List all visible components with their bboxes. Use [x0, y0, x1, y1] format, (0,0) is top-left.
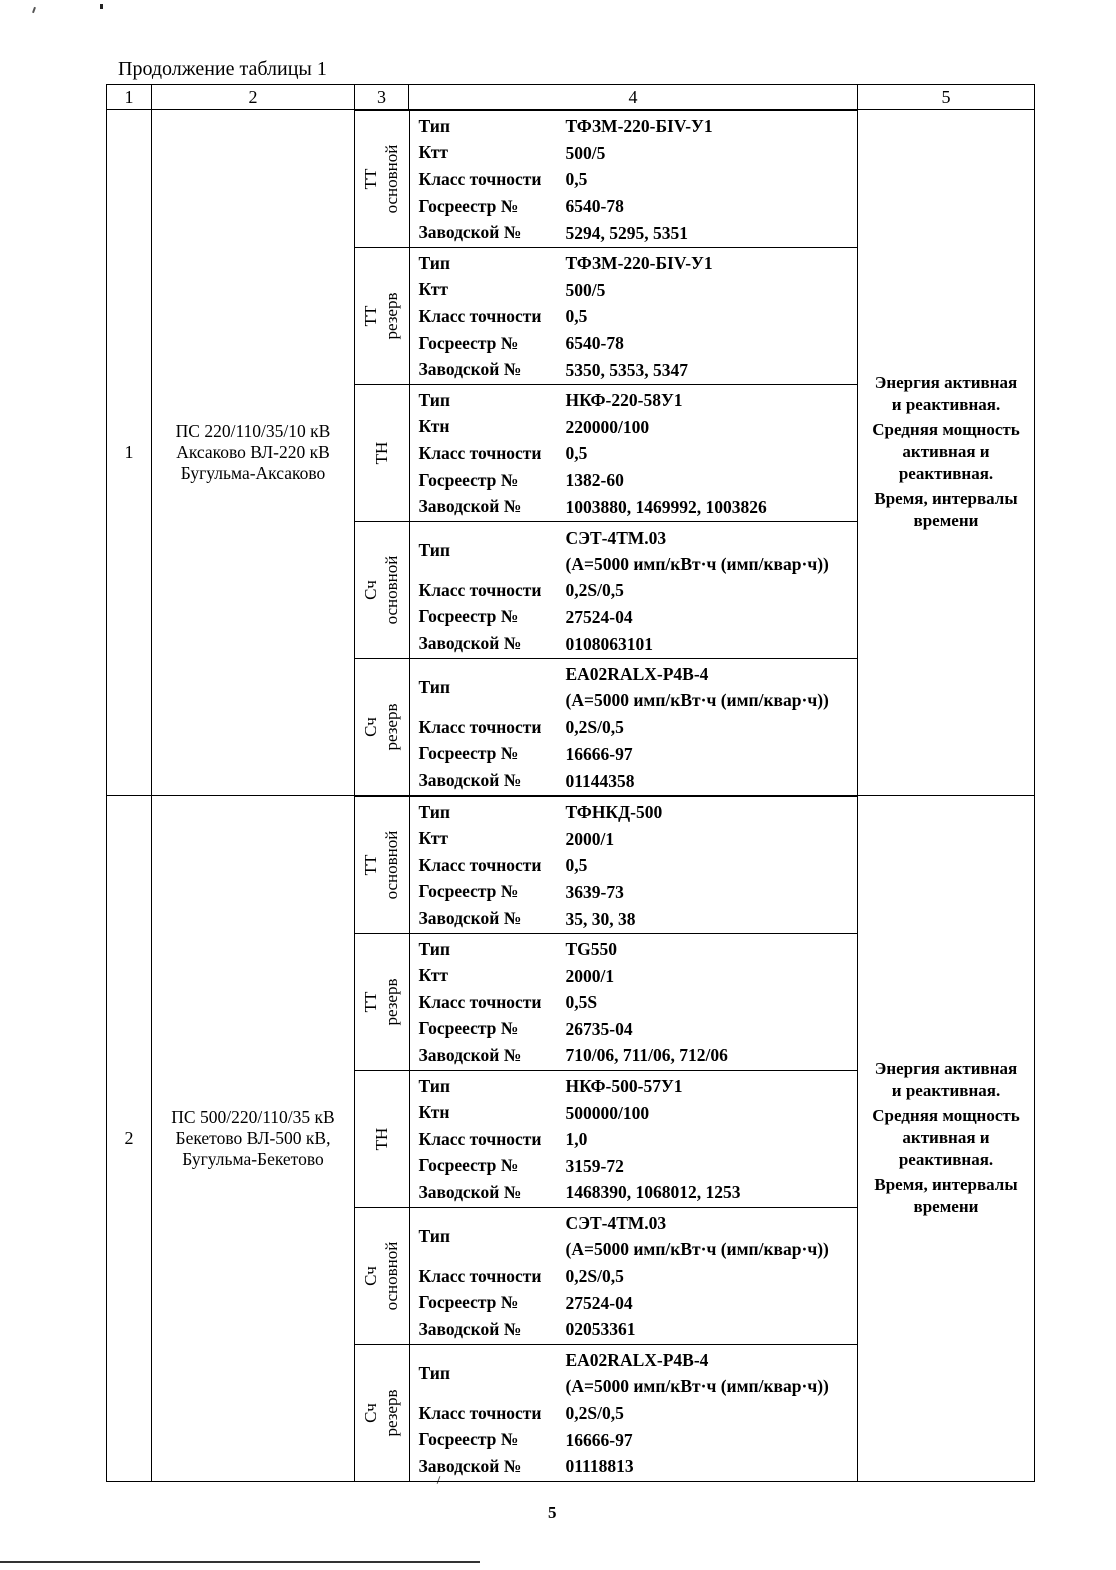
param-name: Заводской № [418, 908, 522, 929]
equipment-type-cell [355, 384, 409, 521]
param-name: Заводской № [418, 359, 522, 380]
equipment-type-cell [355, 1070, 409, 1207]
equipment-type-label [355, 661, 407, 793]
param-value [566, 494, 858, 520]
param-name: Госреестр № [418, 332, 519, 353]
param-row [419, 166, 858, 193]
param-value-line: 500/5 [565, 279, 606, 300]
equipment-role: основной [382, 830, 401, 900]
param-row [419, 440, 858, 467]
equipment-type-label [355, 1347, 407, 1479]
param-value [566, 1100, 858, 1126]
table-row [107, 795, 1035, 1481]
param-value [566, 852, 858, 878]
equipment-type-cell [355, 1344, 409, 1480]
object-name-cell [152, 110, 355, 796]
row-number: 2 [107, 795, 152, 1481]
equipment-type: Сч [361, 717, 380, 737]
equipment-params-cell [409, 1070, 857, 1207]
param-value [566, 1126, 858, 1152]
equipment-block [355, 933, 857, 1070]
param-row [419, 524, 858, 577]
param-value [566, 768, 858, 794]
param-value-line: 0,5 [565, 306, 588, 327]
param-value-line: 1468390, 1068012, 1253 [565, 1182, 741, 1203]
param-value-line: 6540-78 [565, 196, 624, 217]
param-name: Ктн [418, 1102, 450, 1123]
param-value [566, 250, 858, 276]
param-name: Ктт [418, 828, 448, 849]
purpose-line: и реактивная. [891, 1081, 1001, 1101]
param-row [419, 1427, 858, 1454]
param-value [566, 330, 858, 356]
equipment-type-cell [355, 658, 409, 794]
param-name: Класс точности [418, 854, 542, 875]
param-value-line: СЭТ-4ТМ.03 [565, 1213, 667, 1234]
equipment-type: Сч [361, 1402, 380, 1423]
equipment-type-label [355, 799, 407, 931]
param-row [419, 387, 858, 414]
equipment-block [355, 384, 857, 521]
row-number: 1 [107, 110, 152, 796]
param-row [419, 741, 858, 768]
param-value [566, 936, 858, 962]
param-value-line: 0,2S/0,5 [565, 1403, 624, 1424]
param-value [566, 1073, 858, 1099]
param-value-line: (А=5000 имп/кВт·ч (имп/квар·ч)) [565, 1239, 829, 1260]
param-value-line: 1,0 [565, 1129, 588, 1150]
param-value [566, 963, 858, 989]
equipment-blocks-cell [355, 110, 858, 796]
param-value-line: 1382-60 [565, 470, 624, 491]
param-value-line: 5350, 5353, 5347 [565, 359, 688, 380]
param-row [419, 414, 858, 441]
param-row [419, 1316, 858, 1343]
equipment-type-cell [355, 796, 409, 933]
param-name: Тип [418, 389, 450, 410]
param-value [566, 741, 858, 767]
purpose-line: Энергия активная [874, 373, 1018, 393]
param-value-line: 0,2S/0,5 [565, 1266, 624, 1287]
param-name: Тип [418, 252, 450, 273]
param-value-line: 220000/100 [565, 416, 650, 437]
param-row [419, 1042, 858, 1069]
param-value-line: 01118813 [565, 1456, 634, 1477]
param-value [566, 879, 858, 905]
param-name: Заводской № [418, 1181, 522, 1202]
param-value-line: 3639-73 [565, 881, 624, 902]
equipment-block [355, 247, 857, 384]
param-name: Госреестр № [418, 195, 519, 216]
param-value-line: 16666-97 [565, 1429, 633, 1450]
param-name: Тип [418, 676, 450, 697]
param-value [566, 357, 858, 383]
param-name: Класс точности [418, 1128, 542, 1149]
param-name: Госреестр № [418, 469, 519, 490]
equipment-block [355, 1207, 857, 1344]
equipment-block [355, 1344, 857, 1480]
equipment-type: ТТ [361, 305, 380, 327]
param-value [566, 303, 858, 329]
param-value [566, 1453, 858, 1479]
purpose-line: активная и [902, 1128, 990, 1148]
param-value-line: 2000/1 [565, 828, 615, 849]
equipment-type-label [355, 1073, 407, 1205]
param-row [419, 661, 858, 714]
equipment-role: основной [382, 555, 401, 625]
param-value [566, 799, 858, 825]
equipment-type-label [355, 936, 407, 1068]
equipment-role: резерв [382, 1389, 401, 1437]
param-value-line: 0,5 [565, 169, 588, 190]
param-name: Класс точности [418, 579, 542, 600]
param-value [566, 826, 858, 852]
param-row [419, 113, 858, 140]
param-name: Госреестр № [418, 1292, 519, 1313]
equipment-type-cell [355, 247, 409, 384]
param-value-line: (А=5000 имп/кВт·ч (имп/квар·ч)) [565, 1376, 829, 1397]
param-name: Тип [418, 540, 450, 560]
param-value-line: ЕА02RALX-P4B-4 [565, 1350, 709, 1371]
param-value [566, 166, 858, 192]
param-name: Класс точности [418, 1402, 542, 1423]
purpose-cell [858, 110, 1035, 796]
header-cell: 3 [355, 85, 409, 110]
param-row [419, 852, 858, 879]
param-value-line: 2000/1 [565, 965, 615, 986]
equipment-type-cell [355, 1207, 409, 1344]
param-name: Класс точности [418, 168, 542, 189]
param-value-line: 02053361 [565, 1319, 636, 1340]
table-caption: Продолжение таблицы 1 [118, 58, 327, 80]
param-row [419, 962, 858, 989]
param-name: Тип [418, 938, 450, 959]
equipment-params-cell [409, 796, 857, 933]
equipment-type-label [355, 113, 407, 245]
param-value [566, 1179, 858, 1205]
param-value [566, 577, 858, 603]
equipment-block [355, 796, 857, 933]
param-value [566, 1210, 858, 1262]
purpose-line: реактивная. [898, 1150, 994, 1170]
purpose-line: Средняя мощность [872, 1106, 1020, 1126]
param-value-line: 3159-72 [565, 1155, 624, 1176]
param-name: Тип [418, 801, 450, 822]
param-row [419, 905, 858, 932]
param-value [566, 1290, 858, 1316]
equipment-role: резерв [382, 292, 401, 340]
equipment-blocks-cell [355, 795, 858, 1481]
param-name: Класс точности [418, 1265, 542, 1286]
purpose-line: времени [913, 1197, 979, 1217]
param-row [419, 577, 858, 604]
param-value-line: TG550 [565, 939, 618, 960]
param-value-line: 27524-04 [565, 606, 633, 627]
param-name: Ктт [418, 279, 448, 300]
param-value-line: 01144358 [565, 770, 635, 791]
object-name-line: Бугульма-Аксаково [180, 462, 326, 483]
equipment-block [355, 111, 857, 248]
object-name-line: Бугульма-Бекетово [182, 1148, 324, 1169]
param-value [566, 1400, 858, 1426]
param-row [419, 1210, 858, 1263]
equipment-table [106, 84, 1035, 1482]
table-row [107, 110, 1035, 796]
object-name-line: Аксаково ВЛ-220 кВ [176, 441, 330, 462]
equipment-params-cell [409, 384, 857, 521]
equipment-type: ТТ [361, 854, 380, 876]
param-value [566, 1347, 858, 1399]
equipment-role: основной [382, 144, 401, 214]
param-value [566, 1042, 858, 1068]
param-value [566, 631, 858, 657]
param-value-line: ТФНКД-500 [565, 802, 663, 823]
param-name: Ктт [418, 965, 448, 986]
param-name: Госреестр № [418, 1018, 519, 1039]
purpose-line: Время, интервалы [874, 1175, 1018, 1195]
param-name: Ктн [418, 416, 450, 437]
purpose-cell [858, 795, 1035, 1481]
param-row [419, 989, 858, 1016]
param-name: Госреестр № [418, 1429, 519, 1450]
equipment-blocks [355, 110, 857, 795]
param-row [419, 1073, 858, 1100]
equipment-type: ТТ [361, 168, 380, 190]
param-value-line: СЭТ-4ТМ.03 [565, 527, 667, 548]
equipment-params-cell [409, 933, 857, 1070]
param-row [419, 330, 858, 357]
equipment-type: ТТ [361, 991, 380, 1013]
param-name: Заводской № [418, 496, 522, 517]
param-name: Заводской № [418, 1455, 522, 1476]
param-row [419, 630, 858, 657]
param-value-line: 500/5 [565, 142, 606, 163]
equipment-block [355, 1070, 857, 1207]
equipment-type-label [355, 524, 407, 656]
param-row [419, 1126, 858, 1153]
param-value-line: 0,5S [565, 992, 598, 1013]
param-value-line: 0108063101 [565, 633, 653, 654]
param-row [419, 303, 858, 330]
param-value-line: 0,2S/0,5 [565, 717, 624, 738]
param-value [566, 1153, 858, 1179]
param-row [419, 879, 858, 906]
param-row [419, 604, 858, 631]
equipment-type-cell [355, 933, 409, 1070]
param-name: Госреестр № [418, 1155, 519, 1176]
param-row [419, 799, 858, 826]
equipment-type-label [355, 250, 407, 382]
param-value-line: 35, 30, 38 [565, 908, 636, 929]
param-name: Заводской № [418, 633, 522, 654]
param-value-line: 0,5 [565, 855, 588, 876]
param-row [419, 277, 858, 304]
purpose-line: и реактивная. [891, 395, 1001, 415]
param-value-line: 0,2S/0,5 [565, 580, 624, 601]
param-value-line: НКФ-220-58У1 [565, 390, 683, 411]
param-value [566, 193, 858, 219]
param-row [419, 140, 858, 167]
param-row [419, 356, 858, 383]
param-value [566, 140, 858, 166]
param-row [419, 1290, 858, 1317]
scan-speck [32, 7, 36, 13]
param-name: Класс точности [418, 716, 542, 737]
equipment-block [355, 658, 857, 794]
equipment-params-cell [409, 1207, 857, 1344]
param-name: Заводской № [418, 1044, 522, 1065]
param-row [419, 1153, 858, 1180]
param-name: Тип [418, 1225, 450, 1246]
param-name: Заводской № [418, 222, 522, 243]
param-value-line: 16666-97 [565, 743, 633, 764]
param-value [566, 525, 858, 577]
param-row [419, 219, 858, 246]
param-name: Заводской № [418, 770, 522, 791]
param-value [566, 906, 858, 932]
header-cell: 4 [409, 85, 858, 110]
purpose-line: Средняя мощность [872, 420, 1020, 440]
param-name: Тип [418, 115, 450, 136]
object-name-line: ПС 500/220/110/35 кВ [171, 1106, 335, 1127]
param-value [566, 604, 858, 630]
param-value [566, 1427, 858, 1453]
object-name-cell [152, 795, 355, 1481]
param-row [419, 1179, 858, 1206]
param-name: Заводской № [418, 1318, 522, 1339]
param-value-line: 5294, 5295, 5351 [565, 222, 688, 243]
equipment-role: резерв [382, 978, 401, 1026]
param-value [566, 989, 858, 1015]
param-value-line: 1003880, 1469992, 1003826 [565, 496, 767, 517]
param-name: Госреестр № [418, 606, 519, 627]
param-value [566, 440, 858, 466]
header-cell: 1 [107, 85, 152, 110]
param-row [419, 493, 858, 520]
param-value [566, 387, 858, 413]
param-value [566, 467, 858, 493]
equipment-type: Сч [361, 580, 380, 600]
param-row [419, 714, 858, 741]
param-name: Класс точности [418, 305, 542, 326]
purpose-line: Время, интервалы [874, 489, 1018, 509]
param-value [566, 1263, 858, 1289]
purpose-line: Энергия активная [874, 1059, 1018, 1079]
header-row [107, 85, 1035, 110]
param-value-line: 27524-04 [565, 1292, 633, 1313]
equipment-type-label [355, 1210, 407, 1342]
param-name: Госреестр № [418, 743, 519, 764]
param-value-line: 26735-04 [565, 1018, 633, 1039]
param-value-line: (А=5000 имп/кВт·ч (имп/квар·ч)) [565, 553, 829, 574]
param-row [419, 825, 858, 852]
param-name: Тип [418, 1075, 450, 1096]
param-row [419, 1400, 858, 1427]
purpose-line: активная и [902, 442, 990, 462]
param-value [566, 1316, 858, 1342]
param-value-line: НКФ-500-57У1 [565, 1076, 683, 1097]
param-value [566, 661, 858, 713]
param-row [419, 1453, 858, 1480]
param-value-line: (А=5000 имп/кВт·ч (имп/квар·ч)) [565, 690, 829, 711]
purpose-line: времени [913, 511, 979, 531]
equipment-blocks [355, 796, 857, 1481]
param-value-line: 6540-78 [565, 333, 624, 354]
param-name: Класс точности [418, 442, 542, 463]
param-value-line: 0,5 [565, 443, 588, 464]
param-row [419, 1099, 858, 1126]
param-row [419, 1016, 858, 1043]
param-row [419, 193, 858, 220]
scan-speck [100, 4, 103, 9]
equipment-type: ТН [371, 441, 391, 465]
param-name: Ктт [418, 142, 448, 163]
param-value-line: 500000/100 [565, 1102, 650, 1123]
param-name: Тип [418, 1362, 450, 1383]
equipment-type-cell [355, 521, 409, 658]
purpose-line: реактивная. [898, 464, 994, 484]
equipment-role: основной [382, 1241, 401, 1311]
param-name: Госреестр № [418, 881, 519, 902]
equipment-params-cell [409, 1344, 857, 1480]
header-cell: 2 [152, 85, 355, 110]
param-value [566, 414, 858, 440]
page-number: 5 [548, 1503, 557, 1522]
param-value [566, 714, 858, 740]
param-value [566, 220, 858, 246]
param-row [419, 936, 858, 963]
equipment-type: Сч [361, 1265, 380, 1286]
param-row [419, 467, 858, 494]
param-value [566, 277, 858, 303]
equipment-block [355, 521, 857, 658]
equipment-params-cell [409, 521, 857, 658]
footer-line [0, 1561, 480, 1563]
param-value-line: ТФЗМ-220-БIV-У1 [565, 116, 713, 137]
param-value-line: 710/06, 711/06, 712/06 [565, 1045, 728, 1066]
equipment-type-label [355, 387, 407, 519]
param-row [419, 1347, 858, 1400]
param-value-line: ЕА02RALX-P4B-4 [565, 664, 709, 685]
equipment-params-cell [409, 658, 857, 794]
equipment-role: резерв [382, 703, 401, 751]
param-value [566, 1016, 858, 1042]
param-value-line: ТФЗМ-220-БIV-У1 [565, 253, 713, 274]
param-name: Класс точности [418, 991, 542, 1012]
object-name-line: ПС 220/110/35/10 кВ [175, 420, 331, 441]
header-cell: 5 [858, 85, 1035, 110]
param-row [419, 1263, 858, 1290]
param-row [419, 767, 858, 794]
object-name-line: Бекетово ВЛ-500 кВ, [175, 1127, 331, 1148]
equipment-params-cell [409, 111, 857, 248]
param-row [419, 250, 858, 277]
equipment-type: ТН [371, 1127, 391, 1151]
equipment-type-cell [355, 111, 409, 248]
param-value [566, 113, 858, 139]
equipment-params-cell [409, 247, 857, 384]
